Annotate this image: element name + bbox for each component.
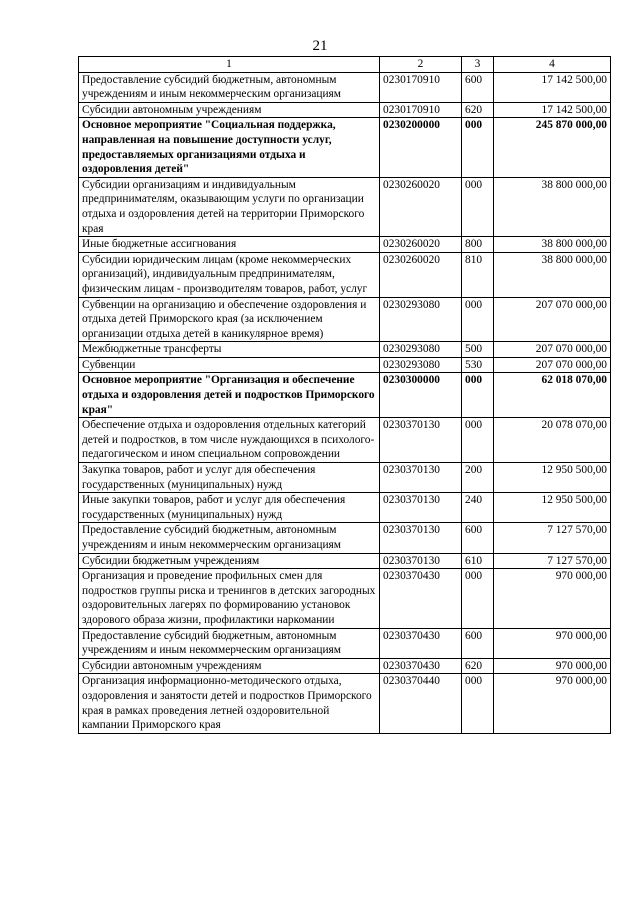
row-code-cell: 0230170910 [380,102,462,118]
row-code-cell: 0230200000 [380,118,462,177]
table-row [79,463,611,493]
row-type-cell: 000 [462,177,494,236]
header-name: 1 [79,57,380,73]
table-row [79,357,611,373]
row-name-cell: Организация информационно-методического отдыха, оздоровления и занятости детей и подростков Приморского края в рамках проведения летней оздоровительной кампании Приморского края [79,674,380,733]
row-code-cell: 0230370430 [380,628,462,658]
row-type-cell: 000 [462,569,494,628]
row-name-cell: Организация и проведение профильных смен для подростков группы риска и тренингов в детских загородных оздоровительных лагерях по формированию установок здорового образа жизни, профилактики наркомании [79,569,380,628]
row-amount-cell: 970 000,00 [494,569,611,628]
row-type-cell: 240 [462,493,494,523]
row-type-cell: 600 [462,72,494,102]
row-type-cell: 000 [462,418,494,463]
row-amount-cell: 245 870 000,00 [494,118,611,177]
row-code-cell: 0230370130 [380,523,462,553]
row-amount-cell: 17 142 500,00 [494,72,611,102]
table-row [79,102,611,118]
row-amount-cell: 970 000,00 [494,674,611,733]
row-amount-cell: 17 142 500,00 [494,102,611,118]
row-code-cell: 0230370130 [380,463,462,493]
row-type-cell: 000 [462,373,494,418]
row-amount-cell: 38 800 000,00 [494,177,611,236]
table-row [79,493,611,523]
row-type-cell: 610 [462,553,494,569]
row-code-cell: 0230293080 [380,357,462,373]
row-type-cell: 810 [462,252,494,297]
table-row [79,342,611,358]
row-amount-cell: 62 018 070,00 [494,373,611,418]
row-type-cell: 600 [462,628,494,658]
row-amount-cell: 38 800 000,00 [494,252,611,297]
table-row [79,237,611,253]
table-row [79,553,611,569]
row-type-cell: 620 [462,102,494,118]
budget-table [78,56,611,734]
header-type: 3 [462,57,494,73]
row-amount-cell: 38 800 000,00 [494,237,611,253]
row-code-cell: 0230293080 [380,342,462,358]
row-type-cell: 800 [462,237,494,253]
table-row [79,523,611,553]
table-row [79,252,611,297]
row-type-cell: 530 [462,357,494,373]
row-name-cell: Иные закупки товаров, работ и услуг для обеспечения государственных (муниципальных) нужд [79,493,380,523]
row-amount-cell: 20 078 070,00 [494,418,611,463]
table-row [79,658,611,674]
row-name-cell: Субсидии организациям и индивидуальным предпринимателям, оказывающим услуги по организации отдыха и оздоровления детей на территории Приморского края [79,177,380,236]
row-code-cell: 0230293080 [380,297,462,342]
row-code-cell: 0230260020 [380,237,462,253]
row-amount-cell: 207 070 000,00 [494,297,611,342]
row-amount-cell: 12 950 500,00 [494,463,611,493]
table-row [79,297,611,342]
header-amount: 4 [494,57,611,73]
row-name-cell: Обеспечение отдыха и оздоровления отдельных категорий детей и подростков, в том числе нуждающихся в психолого-педагогическом и ином специальном сопровождении [79,418,380,463]
row-amount-cell: 207 070 000,00 [494,357,611,373]
row-type-cell: 000 [462,118,494,177]
row-code-cell: 0230370130 [380,493,462,523]
row-type-cell: 500 [462,342,494,358]
table-row [79,118,611,177]
row-type-cell: 620 [462,658,494,674]
row-code-cell: 0230370430 [380,658,462,674]
table-row [79,72,611,102]
row-amount-cell: 7 127 570,00 [494,553,611,569]
table-row [79,674,611,733]
row-name-cell: Закупка товаров, работ и услуг для обеспечения государственных (муниципальных) нужд [79,463,380,493]
row-amount-cell: 12 950 500,00 [494,493,611,523]
row-code-cell: 0230300000 [380,373,462,418]
row-name-cell: Субсидии юридическим лицам (кроме некоммерческих организаций), индивидуальным предпринимателям, физическим лицам - производителям товаров, работ, услуг [79,252,380,297]
row-name-cell: Предоставление субсидий бюджетным, автономным учреждениям и иным некоммерческим организациям [79,523,380,553]
row-code-cell: 0230370440 [380,674,462,733]
row-name-cell: Субвенции [79,357,380,373]
row-amount-cell: 7 127 570,00 [494,523,611,553]
row-name-cell: Субвенции на организацию и обеспечение оздоровления и отдыха детей Приморского края (за исключением организации отдыха детей в каникулярное время) [79,297,380,342]
row-name-cell: Субсидии автономным учреждениям [79,658,380,674]
row-name-cell: Основное мероприятие "Социальная поддержка, направленная на повышение доступности услуг, предоставляемых организациями отдыха и оздоровления детей" [79,118,380,177]
row-name-cell: Субсидии бюджетным учреждениям [79,553,380,569]
table-row [79,628,611,658]
row-name-cell: Межбюджетные трансферты [79,342,380,358]
row-code-cell: 0230260020 [380,252,462,297]
row-type-cell: 200 [462,463,494,493]
table-row [79,418,611,463]
row-type-cell: 000 [462,297,494,342]
row-type-cell: 000 [462,674,494,733]
row-code-cell: 0230260020 [380,177,462,236]
row-code-cell: 0230370130 [380,418,462,463]
table-header-row [79,57,611,73]
table-row [79,373,611,418]
row-name-cell: Иные бюджетные ассигнования [79,237,380,253]
row-amount-cell: 970 000,00 [494,628,611,658]
page-number: 21 [312,38,328,54]
row-code-cell: 0230370130 [380,553,462,569]
row-name-cell: Субсидии автономным учреждениям [79,102,380,118]
row-code-cell: 0230170910 [380,72,462,102]
row-type-cell: 600 [462,523,494,553]
row-name-cell: Основное мероприятие "Организация и обеспечение отдыха и оздоровления детей и подростков Приморского края" [79,373,380,418]
table-row [79,177,611,236]
table-row [79,569,611,628]
row-name-cell: Предоставление субсидий бюджетным, автономным учреждениям и иным некоммерческим организациям [79,628,380,658]
row-code-cell: 0230370430 [380,569,462,628]
header-code: 2 [380,57,462,73]
row-amount-cell: 207 070 000,00 [494,342,611,358]
row-amount-cell: 970 000,00 [494,658,611,674]
row-name-cell: Предоставление субсидий бюджетным, автономным учреждениям и иным некоммерческим организациям [79,72,380,102]
